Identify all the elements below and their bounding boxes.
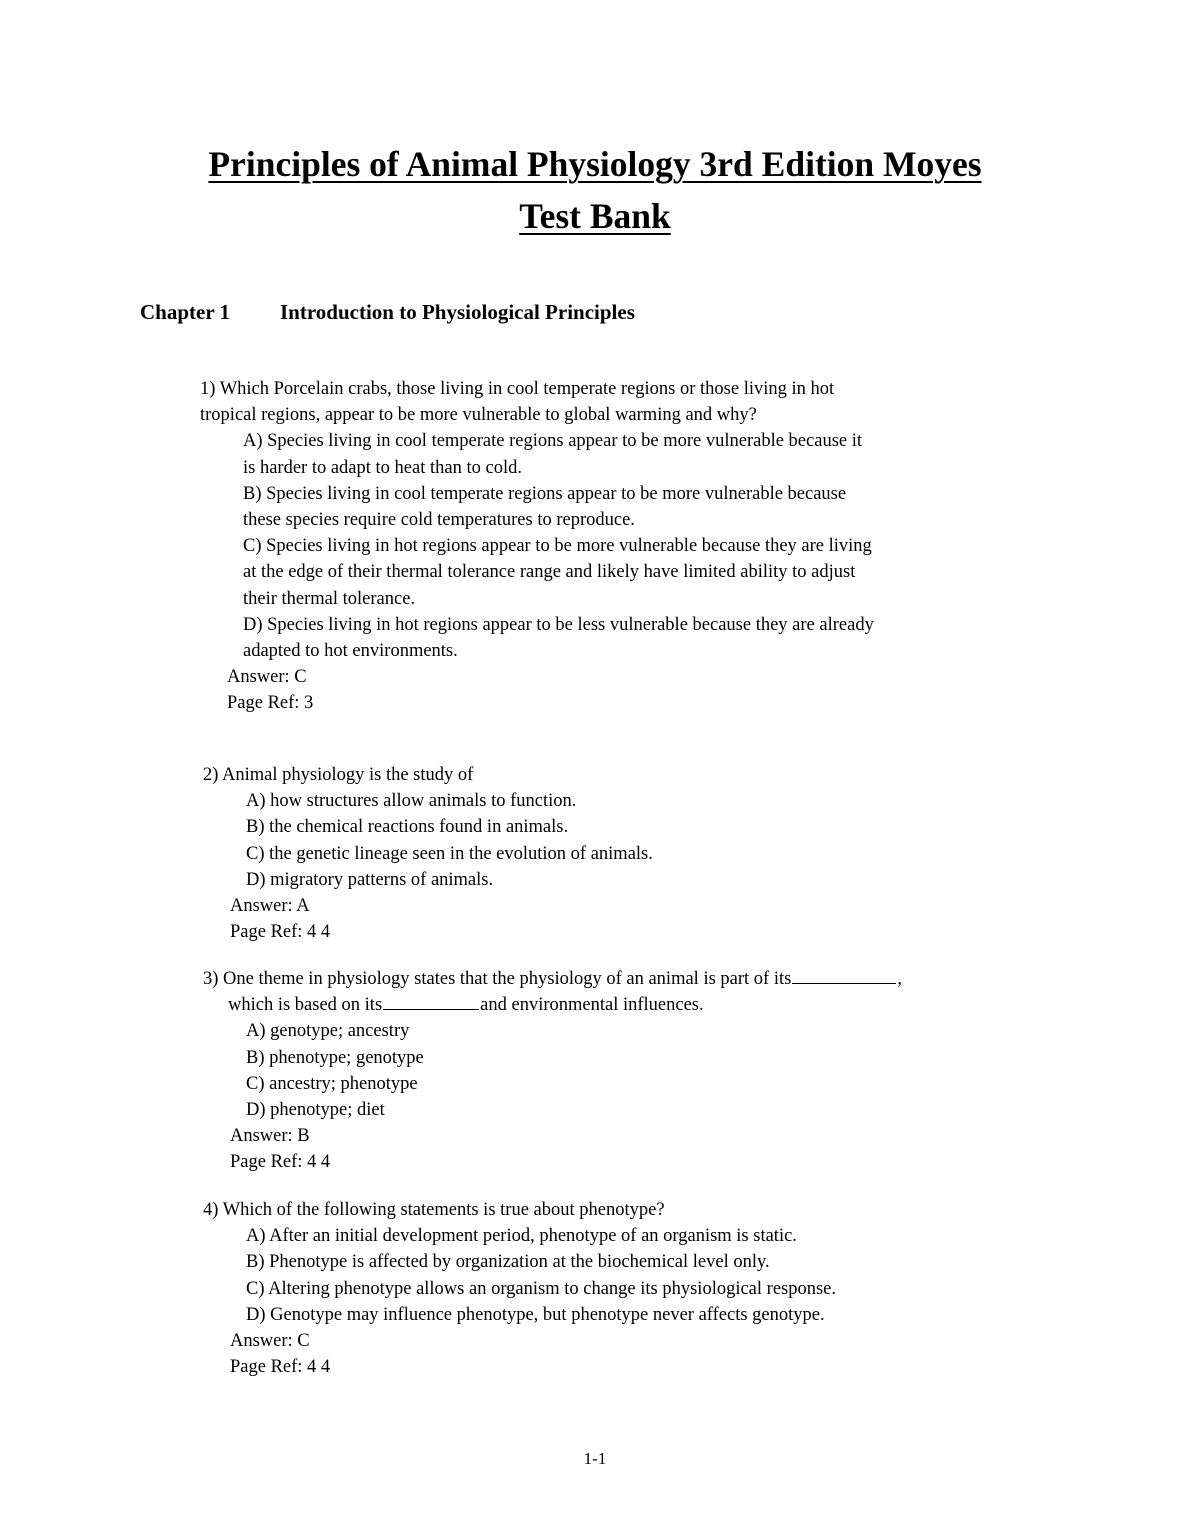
question-1 — [200, 376, 874, 717]
option-d: D) migratory patterns of animals. — [246, 869, 494, 890]
question-2 — [203, 762, 653, 945]
question-stem: 4) Which of the following statements is true about phenotype? — [203, 1200, 665, 1220]
chapter-number: Chapter 1 — [140, 300, 231, 324]
option-b: B) phenotype; genotype — [246, 1047, 424, 1068]
question-3 — [203, 966, 902, 1176]
option-c: C) Species living in hot regions appear to be more vulnerable because they are living at the edge of their thermal tolerance range and likely have limited ability to adjust their thermal tolerance. — [243, 536, 872, 609]
page-ref: Page Ref: 3 — [227, 693, 314, 714]
document-title — [0, 138, 1190, 242]
option-c: C) ancestry; phenotype — [246, 1073, 418, 1094]
option-b: B) Species living in cool temperate regions appear to be more vulnerable because these species require cold temperatures to reproduce. — [243, 483, 847, 531]
question-4 — [203, 1197, 836, 1380]
option-d: D) Species living in hot regions appear to be less vulnerable because they are already adapted to hot environments. — [243, 614, 874, 662]
answer: Answer: C — [227, 667, 307, 688]
option-b: B) Phenotype is affected by organization at the biochemical level only. — [246, 1252, 770, 1273]
chapter-heading — [140, 300, 635, 325]
answer: Answer: B — [230, 1126, 310, 1147]
question-stem: 2) Animal physiology is the study of — [203, 765, 474, 785]
page-ref: Page Ref: 4 4 — [230, 1357, 331, 1378]
option-a: A) After an initial development period, phenotype of an organism is static. — [246, 1226, 797, 1247]
option-c: C) the genetic lineage seen in the evolution of animals. — [246, 843, 653, 864]
option-a: A) Species living in cool temperate regions appear to be more vulnerable because it is harder to adapt to heat than to cold. — [243, 431, 863, 478]
question-stem: 3) One theme in physiology states that the physiology of an animal is part of its , — [203, 969, 902, 989]
question-stem: tropical regions, appear to be more vulnerable to global warming and why? — [200, 405, 757, 426]
answer: Answer: C — [230, 1331, 310, 1352]
option-a: A) how structures allow animals to function. — [246, 791, 577, 812]
chapter-name: Introduction to Physiological Principles — [280, 300, 635, 324]
question-stem: which is based on its and environmental influences. — [228, 995, 704, 1016]
option-a: A) genotype; ancestry — [246, 1021, 410, 1042]
fill-in-blank — [792, 967, 896, 984]
question-stem: 1) Which Porcelain crabs, those living in cool temperate regions or those living in hot — [200, 379, 835, 399]
title-line-2: Test Bank — [519, 196, 671, 236]
page-ref: Page Ref: 4 4 — [230, 922, 331, 943]
option-d: D) phenotype; diet — [246, 1100, 385, 1121]
option-b: B) the chemical reactions found in animals. — [246, 817, 569, 838]
answer: Answer: A — [230, 896, 310, 917]
option-c: C) Altering phenotype allows an organism to change its physiological response. — [246, 1278, 837, 1299]
page-number: 1-1 — [583, 1449, 607, 1468]
title-line-1: Principles of Animal Physiology 3rd Edition Moyes — [208, 144, 982, 184]
fill-in-blank — [383, 993, 479, 1010]
option-d: D) Genotype may influence phenotype, but phenotype never affects genotype. — [246, 1304, 825, 1325]
page-ref: Page Ref: 4 4 — [230, 1152, 331, 1173]
